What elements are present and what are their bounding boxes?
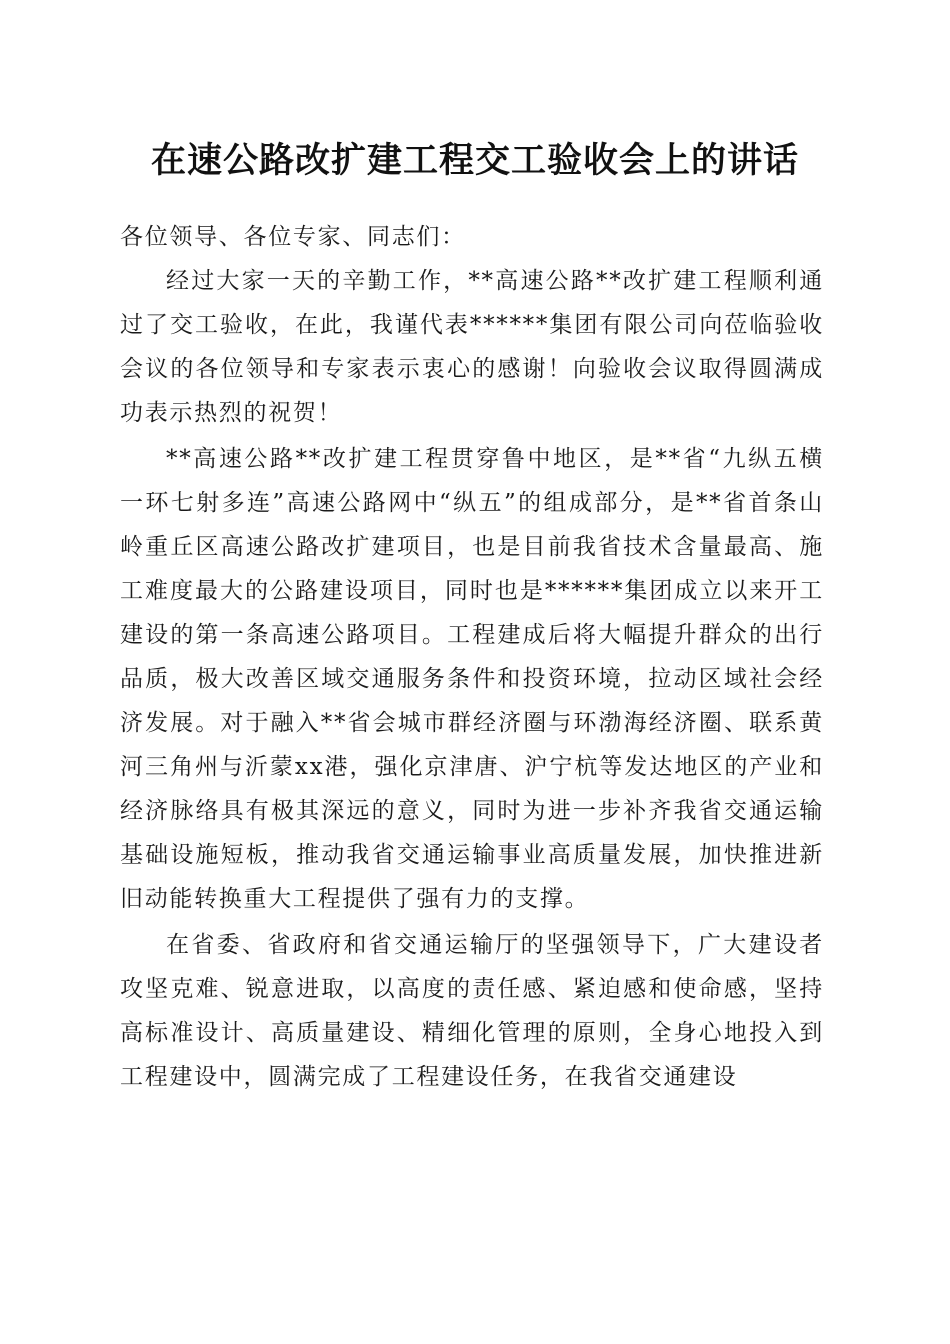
paragraph-3: 在省委、省政府和省交通运输厅的坚强领导下，广大建设者攻坚克难、锐意进取，以高度的责任感、紧迫感和使命感，坚持高标准设计、高质量建设、精细化管理的原则，全身心地投入到工程建设中，圆满完成了工程建设任务，在我省交通建设	[120, 932, 824, 1090]
paragraph-2: **高速公路**改扩建工程贯穿鲁中地区，是**省“九纵五横一环七射多连”高速公路网中“纵五”的组成部分，是**省首条山岭重丘区高速公路改扩建项目，也是目前我省技术含量最高、施工难度最大的公路建设项目，同时也是******集团成立以来开工建设的第一条高速公路项目。工程建成后将大幅提升群众的出行品质，极大改善区域交通服务条件和投资环境，拉动区域社会经济发展。对于融入**省会城市群经济圈与环渤海经济圈、联系黄河三角州与沂蒙xx港，强化京津唐、沪宁杭等发达地区的产业和经济脉络具有极其深远的意义，同时为进一步补齐我省交通运输基础设施短板，推动我省交通运输事业高质量发展，加快推进新旧动能转换重大工程提供了强有力的支撑。	[120, 446, 824, 912]
salutation: 各位领导、各位专家、同志们：	[120, 224, 466, 250]
paragraph-1: 经过大家一天的辛勤工作，**高速公路**改扩建工程顺利通过了交工验收，在此，我谨代表******集团有限公司向莅临验收会议的各位领导和专家表示衷心的感谢！向验收会议取得圆满成功表示热烈的祝贺！	[120, 268, 824, 426]
document-body	[120, 215, 824, 1099]
document-title: 在速公路改扩建工程交工验收会上的讲话	[150, 140, 799, 181]
